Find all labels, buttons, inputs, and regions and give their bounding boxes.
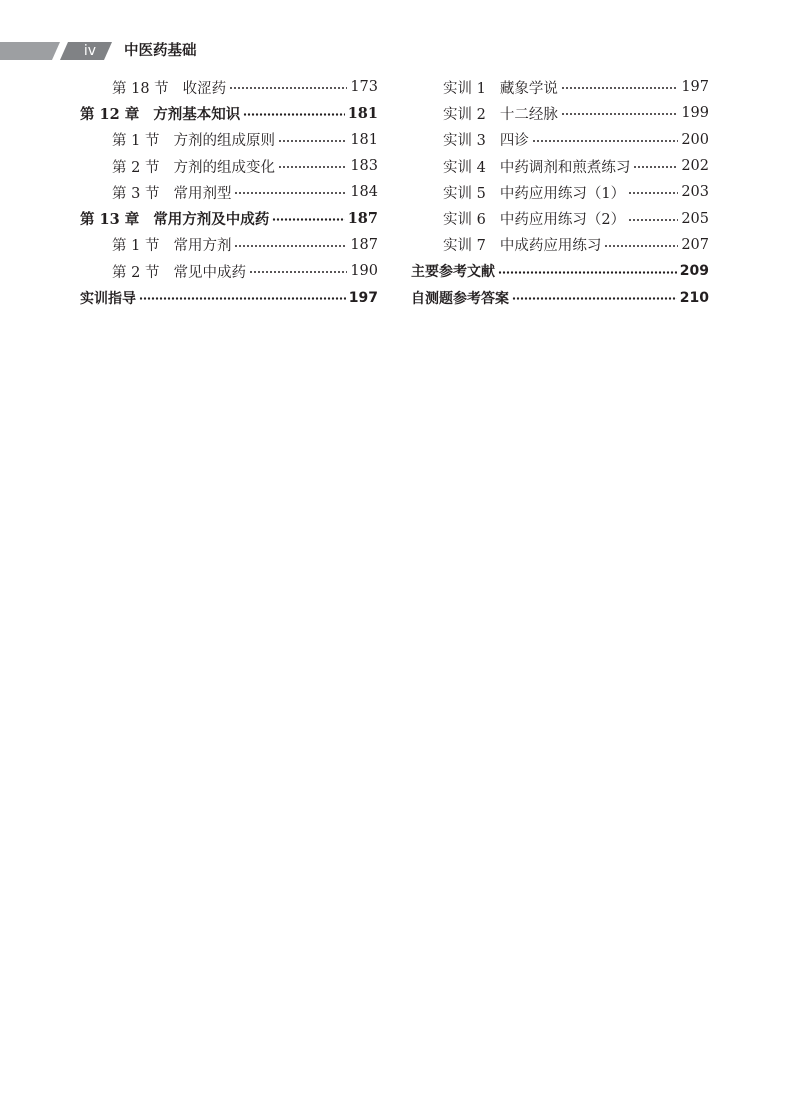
toc-entry-title: 常见中成药	[173, 264, 246, 281]
toc-entry[interactable]	[80, 153, 378, 179]
toc-entry[interactable]	[80, 127, 378, 153]
toc-entry-number: 第 13 章	[80, 211, 140, 229]
header-band	[0, 38, 800, 64]
toc-entry-page: 184	[350, 184, 378, 201]
toc-leader-dots	[139, 297, 346, 300]
toc-entry-page: 207	[681, 236, 709, 253]
toc-entry-number: 实训 6	[443, 212, 486, 229]
toc-entry-page: 209	[679, 263, 709, 280]
toc-entry-page: 197	[681, 79, 709, 96]
toc-entry-number: 第 1 节	[112, 133, 160, 150]
toc-entry-number: 第 1 节	[112, 238, 160, 255]
toc-entry-page: 199	[681, 105, 709, 122]
toc-entry-page: 210	[679, 289, 709, 306]
toc-entry-title: 常用剂型	[173, 185, 232, 202]
header-band-left	[0, 42, 60, 60]
toc-entry[interactable]	[411, 153, 709, 179]
toc-entry-number: 实训 5	[443, 185, 486, 202]
toc-entry[interactable]	[411, 179, 709, 205]
toc-entry-number: 实训 3	[443, 133, 486, 150]
toc-entry-title: 十二经脉	[499, 106, 558, 123]
toc-entry-title: 中药应用练习（2）	[499, 212, 626, 229]
toc-entry-page: 205	[681, 210, 709, 227]
toc-entry-page: 183	[350, 158, 378, 175]
toc-entry-number: 第 12 章	[80, 105, 140, 123]
toc-entry-page: 181	[347, 104, 378, 122]
toc-entry-page: 187	[350, 236, 378, 253]
toc-entry[interactable]	[80, 258, 378, 284]
toc-entry-title: 常用方剂及中成药	[153, 211, 270, 229]
toc-leader-dots	[234, 192, 347, 194]
toc-leader-dots	[229, 87, 347, 89]
toc-entry-page: 200	[681, 131, 709, 148]
toc-entry-page: 190	[350, 263, 378, 280]
toc-entry-title: 中药应用练习（1）	[499, 185, 626, 202]
toc-entry[interactable]	[80, 179, 378, 205]
toc-entry-page: 202	[681, 158, 709, 175]
toc-leader-dots	[604, 245, 678, 247]
toc-leader-dots	[498, 271, 677, 274]
toc-leader-dots	[243, 113, 344, 116]
toc-entry-number: 实训 2	[443, 106, 486, 123]
toc-part-entry[interactable]	[411, 258, 709, 284]
toc-entry-title: 常用方剂	[173, 238, 232, 255]
toc-leader-dots	[561, 87, 678, 89]
toc-entry-title: 中成药应用练习	[499, 238, 602, 255]
toc-chapter-entry[interactable]	[80, 100, 378, 126]
toc-entry[interactable]	[411, 100, 709, 126]
toc-leader-dots	[249, 271, 347, 273]
toc-entry-number: 第 18 节	[112, 80, 169, 97]
page-header	[0, 38, 800, 64]
toc-entry-title: 藏象学说	[499, 80, 558, 97]
toc-entry-number: 实训 1	[443, 80, 486, 97]
toc-entry-title: 收涩药	[182, 80, 227, 97]
toc-entry-title: 主要参考文献	[411, 264, 495, 281]
toc-leader-dots	[628, 219, 678, 221]
toc-entry[interactable]	[411, 127, 709, 153]
toc-entry-title: 中药调剂和煎煮练习	[499, 159, 631, 176]
toc-entry-page: 203	[681, 184, 709, 201]
toc-leader-dots	[272, 218, 344, 221]
toc-entry[interactable]	[411, 232, 709, 258]
toc-leader-dots	[512, 297, 677, 300]
toc-leader-dots	[532, 140, 678, 142]
toc-entry-title: 实训指导	[80, 290, 136, 307]
toc-entry-title: 四诊	[499, 133, 529, 150]
toc-entry[interactable]	[80, 74, 378, 100]
toc-entry-title: 方剂的组成变化	[173, 159, 275, 176]
toc-leader-dots	[278, 140, 347, 142]
toc-right-column	[411, 74, 709, 311]
toc-entry-title: 自测题参考答案	[411, 290, 509, 307]
toc-entry-page: 173	[350, 79, 378, 96]
book-title: 中医药基础	[124, 43, 197, 59]
toc-entry-title: 方剂基本知识	[153, 105, 241, 123]
toc-entry[interactable]	[411, 205, 709, 231]
page-number: iv	[83, 43, 97, 59]
toc-left-column	[80, 74, 378, 311]
toc-leader-dots	[633, 166, 678, 168]
toc-entry-number: 实训 7	[443, 238, 486, 255]
toc-entry[interactable]	[411, 74, 709, 100]
toc-part-entry[interactable]	[411, 284, 709, 310]
toc-entry-page: 187	[347, 210, 378, 228]
toc-chapter-entry[interactable]	[80, 205, 378, 231]
toc-entry-title: 方剂的组成原则	[173, 133, 275, 150]
toc-part-entry[interactable]	[80, 284, 378, 310]
toc-leader-dots	[234, 245, 347, 247]
toc-entry-number: 第 2 节	[112, 159, 160, 176]
toc-leader-dots	[278, 166, 347, 168]
toc-leader-dots	[628, 192, 678, 194]
toc-entry-page: 181	[350, 131, 378, 148]
toc-entry[interactable]	[80, 232, 378, 258]
toc-entry-page: 197	[348, 289, 378, 306]
toc-leader-dots	[561, 113, 678, 115]
toc-entry-number: 第 2 节	[112, 264, 160, 281]
toc-entry-number: 第 3 节	[112, 185, 160, 202]
toc-entry-number: 实训 4	[443, 159, 486, 176]
